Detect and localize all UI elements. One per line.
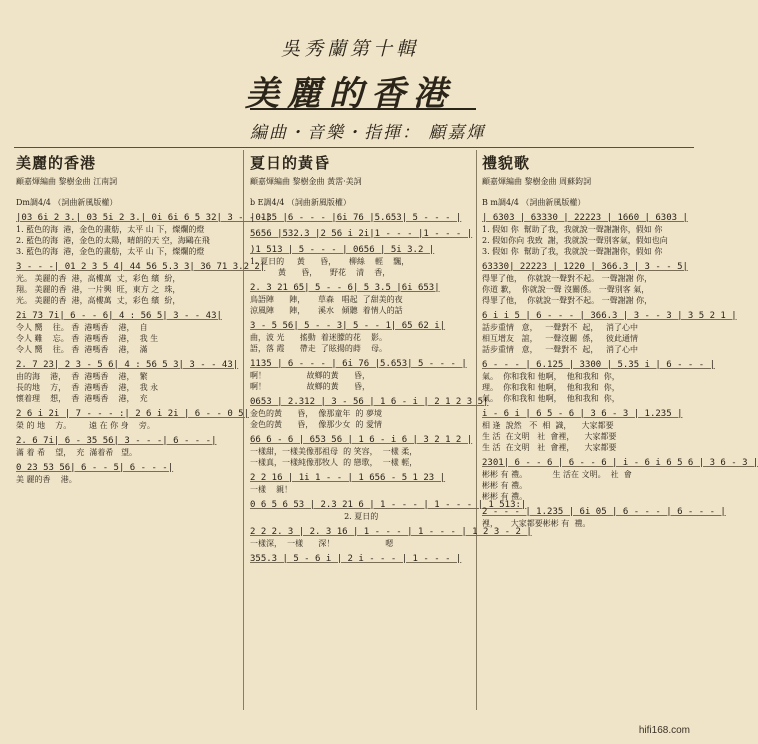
lyric-line: 榮 的 地 方。 遠 在 你 身 旁。 xyxy=(16,421,155,430)
notation-line: 2 2 2. 3 | 2. 3 16 | 1 - - - | 1 - - - | 1 2 3 - 2 | xyxy=(250,527,532,537)
lyric-line: 令人 難 忘。 香 港嗎香 港， 我 生 xyxy=(16,334,159,343)
lyric-line: 一樣深， 一樣 深！ 嗯 xyxy=(250,539,394,548)
lyric-line: 1. 夏日的 黃 昏， 柳絲 輕 飄， xyxy=(250,257,410,266)
lyric-line: 話步重情 意， 一聲對不 起， 消了心中 xyxy=(482,323,638,332)
notation-line: 6 - - - | 6.125 | 3300 | 5.35 i | 6 - - - | xyxy=(482,360,715,370)
lyric-line: 話步重情 意， 一聲對不 起， 消了心中 xyxy=(482,345,638,354)
lyric-line: 令人 嚮 往。 香 港嗎香 港， 滿 xyxy=(16,345,148,354)
key-signature: B m調4/4 （詞曲新風版權） xyxy=(482,198,586,207)
lyric-line: 彬彬 有 禮。 xyxy=(482,492,528,501)
song-title: 禮貌歌 xyxy=(482,154,531,172)
notation-line: |0135 |6 - - - |6i 76 |5.653| 5 - - - | xyxy=(250,213,462,223)
notation-line: i - 6 i | 6 5 - 6 | 3 6 - 3 | 1.235 | xyxy=(482,409,683,419)
notation-line: 3 - - -| 01 2 3 5 4| 44 56 5.3 3| 36 71 3.2 2| xyxy=(16,262,266,272)
notation-line: 2 - - - | 1.235 | 6i 05 | 6 - - - | 6 - - - | xyxy=(482,507,726,517)
lyric-line: 一樣真，一樣純像那牧人 的 戀歌， 一樣 輕， xyxy=(250,458,418,467)
lyric-line: 金色的黃 昏， 像那少女 的 愛情 xyxy=(250,420,382,429)
lyric-line: 語，落 霞 帶走 了眩揚的蒔 母。 xyxy=(250,344,388,353)
notation-line: 0 23 53 56| 6 - - 5| 6 - - -| xyxy=(16,463,174,473)
album-title: 美麗的香港 xyxy=(245,74,455,114)
lyric-line: 美 麗的香 港。 xyxy=(16,475,77,484)
lyric-line: 涼風陣 陣， 溪水 傾聽 着情人的話 xyxy=(250,306,403,315)
notation-line: 2301| 6 - - 6 | 6 - - 6 | i - 6 i 6 5 6 | 3 6 - 3 | xyxy=(482,458,758,468)
lyric-line: 3. 假如 你 幫助了我，我就說一聲謝謝你，假如 你 xyxy=(482,247,663,256)
lyric-line: 光。 美麗的香 港，高樓萬 丈，彩色 繽 紛， xyxy=(16,274,181,283)
lyric-line: 長的地 方， 香 港嗎香 港， 我 永 xyxy=(16,383,159,392)
column-divider-1 xyxy=(243,150,244,710)
lyric-line: 裡， 大家都要彬彬 有 禮。 xyxy=(482,519,591,528)
key-signature: b E調4/4 （詞曲新風版權） xyxy=(250,198,351,207)
header-divider xyxy=(14,147,694,148)
notation-line: 2 6 i 2i | 7 - - - :| 2 6 i 2i | 6 - - 0 5| xyxy=(16,409,249,419)
lyric-line: 令人 嚮 往。 香 港嗎香 港， 自 xyxy=(16,323,148,332)
song-column-1 xyxy=(16,152,271,485)
lyric-line: 得罪了他， 你就說一聲對不起。 一聲謝謝 你， xyxy=(482,274,653,283)
lyric-line: 由的海 港， 香 港嗎香 港， 繁 xyxy=(16,372,148,381)
lyric-line: 2. 夏日的 xyxy=(250,512,379,521)
notation-line: 2. 7 23| 2 3 - 5 6| 4 : 56 5 3| 3 - - 43| xyxy=(16,360,239,370)
song-title: 夏日的黃昏 xyxy=(250,154,331,172)
lyric-line: 相互增友 誼， 一聲沒關 係， 彼此通情 xyxy=(482,334,638,343)
lyric-line: 3. 藍色的海 港，金色的畫舫，太平 山 下，燦爛的燈 xyxy=(16,247,205,256)
song-column-3 xyxy=(482,152,758,529)
notation-line: )1 513 | 5 - - - | 0656 | 5i 3.2 | xyxy=(250,245,435,255)
notation-line: 66 6 - 6 | 653 56 | 1 6 - i 6 | 3 2 1 2 | xyxy=(250,435,473,445)
lyric-line: 黃 昏， 野花 清 香， xyxy=(250,268,391,277)
notation-line: 2i 73 7i| 6 - - 6| 4 : 56 5| 3 - - 43| xyxy=(16,311,222,321)
notation-line: 0 6 5 6 53 | 2.3 21 6 | 1 - - - | 1 - - - | 1 513:| xyxy=(250,500,527,510)
lyric-line: 光。 美麗的香 港，高樓萬 丈，彩色 繽 紛， xyxy=(16,296,181,305)
notation-line: 0653 | 2.312 | 3 - 56 | 1 6 - i | 2 1 2 3 5| xyxy=(250,397,489,407)
lyric-line: 啊！ 故鄉的黃 昏， xyxy=(250,382,370,391)
notation-line: 5656 |532.3 |2 56 i 2i|1 - - - |1 - - - | xyxy=(250,229,473,239)
lyric-line: 曲，波 光 搖動 着迷朦的花 影。 xyxy=(250,333,388,342)
lyric-line: 一樣 親！ xyxy=(250,485,293,494)
lyric-line: 滿 着 希 望， 充 滿着希 望。 xyxy=(16,448,138,457)
lyric-line: 金色的黃 昏， 像那童年 的 夢境 xyxy=(250,409,382,418)
series-title: 吳秀蘭第十輯 xyxy=(280,38,419,60)
song-credits: 顧嘉煇編曲 黎樹金曲 江南詞 xyxy=(16,177,118,186)
key-signature: Dm調4/4 （詞曲新風版權） xyxy=(16,198,118,207)
lyric-line: 理。 你和我和 他啊， 他和我和 你， xyxy=(482,383,620,392)
notation-line: 3 - 5 56| 5 - - 3| 5 - - 1| 65 62 i| xyxy=(250,321,446,331)
lyric-line: 2. 藍色的海 港，金色的太陽，晴朗的天 空，海鷗在飛 xyxy=(16,236,210,245)
notation-line: 63330| 22223 | 1220 | 366.3 | 3 - - 5| xyxy=(482,262,688,272)
song-title: 美麗的香港 xyxy=(16,154,97,172)
watermark: hifi168.com xyxy=(638,725,690,736)
lyric-line: 1. 假如 你 幫助了我，我就說一聲謝謝你，假如 你 xyxy=(482,225,663,234)
lyric-line: 鳥語陣 陣， 草森 唱起 了甜美的夜 xyxy=(250,295,403,304)
lyric-line: 氣。 你和我和 他啊， 他和我和 你， xyxy=(482,372,620,381)
lyric-line: 彬彬 有 禮。 生 活在 文明。 社 會 xyxy=(482,470,632,479)
notation-line: 2. 3 21 65| 5 - - 6| 5 3.5 |6i 653| xyxy=(250,283,440,293)
lyric-line: 生 活 在文明 社 會裡， 大家都要 xyxy=(482,443,617,452)
lyric-line: 氣。 你和我和 他啊， 他和我和 你， xyxy=(482,394,620,403)
lyric-line: 你道 歉， 你就說一聲 沒關係。 一聲別客 氣， xyxy=(482,285,650,294)
title-underline xyxy=(250,108,476,110)
lyric-line: 懷着理 想， 香 港嗎香 港， 充 xyxy=(16,394,148,403)
lyric-line: 得罪了他， 你就說一聲對不起。 一聲謝謝 你， xyxy=(482,296,653,305)
arranger-credits: 編曲・音樂・指揮： 顧嘉煇 xyxy=(250,123,486,143)
lyric-line: 1. 藍色的海 港，金色的畫舫，太平 山 下，燦爛的燈 xyxy=(16,225,205,234)
notation-line: | 6303 | 63330 | 22223 | 1660 | 6303 | xyxy=(482,213,688,223)
song-credits: 顧嘉煇編曲 黎樹金曲 黃霑·美詞 xyxy=(250,177,362,186)
lyric-line: 生 活 在文明 社 會裡， 大家都要 xyxy=(482,432,617,441)
lyric-line: 相 逢 說然 不 相 識， 大家都要 xyxy=(482,421,614,430)
notation-line: 1135 | 6 - - - | 6i 76 |5.653| 5 - - - | xyxy=(250,359,467,369)
notation-line: 2 2 16 | 1i 1 - - | 1 656 - 5 1 23 | xyxy=(250,473,446,483)
notation-line: 355.3 | 5 - 6 i | 2 i - - - | 1 - - - | xyxy=(250,554,462,564)
notation-line: |03 6i 2 3.| 03 5i 2 3.| 0i 6i 6 5 32| 3 - - -| xyxy=(16,213,271,223)
notation-line: 6 i i 5 | 6 - - - | 366.3 | 3 - - 3 | 3 5 2 1 | xyxy=(482,311,737,321)
lyric-line: 啊！ 故鄉的黃 昏， xyxy=(250,371,370,380)
lyric-line: 翔。 美麗的香 港，一片興 旺，東方 之 珠， xyxy=(16,285,181,294)
song-credits: 顧嘉煇編曲 黎樹金曲 周蘇鈞詞 xyxy=(482,177,592,186)
notation-line: 2. 6 7i| 6 - 35 56| 3 - - -| 6 - - -| xyxy=(16,436,217,446)
lyric-line: 2. 假如你向 我致 謝，我就說一聲別客氣，假如也向 xyxy=(482,236,668,245)
lyric-line: 一樣甜，一樣美像那祖母 的 笑容， 一樣 柔， xyxy=(250,447,418,456)
column-divider-2 xyxy=(476,150,477,710)
lyric-line: 彬彬 有 禮。 xyxy=(482,481,528,490)
